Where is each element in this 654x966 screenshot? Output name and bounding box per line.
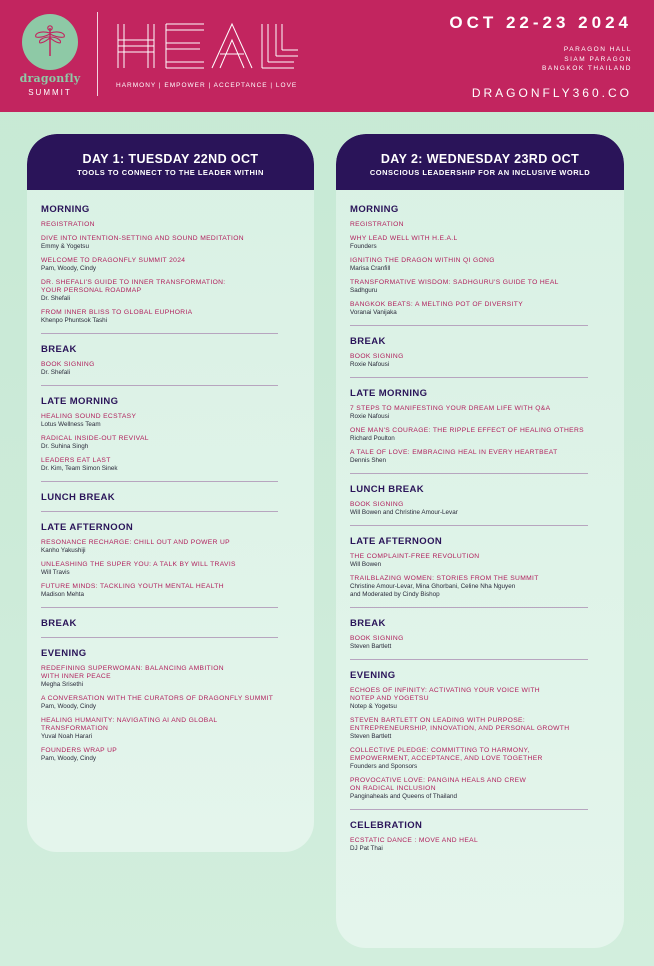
session-title: ECSTATIC DANCE : MOVE AND HEAL (350, 837, 479, 844)
session-speaker: Voranai Vanijaka (350, 309, 397, 316)
session-title: HEALING SOUND ECSTASY (41, 413, 137, 420)
dragonfly-logo (22, 14, 78, 70)
session-speaker: Steven Bartlett (350, 643, 392, 650)
session-item (350, 747, 610, 771)
session-item (41, 435, 300, 451)
session-title: IGNITING THE DRAGON WITHIN QI GONG (350, 257, 495, 264)
session-item (41, 361, 300, 377)
session-item (350, 837, 610, 853)
logo-summit-label: SUMMIT (28, 88, 72, 97)
session-item (41, 665, 300, 689)
session-item (350, 575, 610, 599)
section-divider (41, 481, 278, 482)
session-speaker: Khenpo Phuntsok Tashi (41, 317, 108, 324)
session-title: UNLEASHING THE SUPER YOU: A TALK BY WILL TRAVIS (41, 561, 236, 568)
session-speaker: Pam, Woody, Cindy (41, 265, 97, 272)
session-title: REGISTRATION (350, 221, 404, 228)
day1-title: DAY 1: TUESDAY 22ND OCT (82, 152, 259, 166)
session-item (41, 413, 300, 429)
section-heading: MORNING (350, 204, 399, 215)
session-title: DIVE INTO INTENTION-SETTING AND SOUND MEDITATION (41, 235, 244, 242)
website-link[interactable]: DRAGONFLY360.CO (471, 86, 632, 100)
session-speaker: Sadhguru (350, 287, 378, 294)
session-speaker: Madison Mehta (41, 591, 85, 598)
session-item (350, 553, 610, 569)
session-title: FROM INNER BLISS TO GLOBAL EUPHORIA (41, 309, 193, 316)
session-speaker: Dr. Shefali (41, 295, 71, 302)
session-speaker: Will Bowen and Christine Amour-Levar (350, 509, 458, 516)
section-heading: BREAK (350, 336, 386, 347)
session-speaker: Emmy & Yogetsu (41, 243, 89, 250)
session-title: WELCOME TO DRAGONFLY SUMMIT 2024 (41, 257, 186, 264)
session-title: FOUNDERS WRAP UP (41, 747, 118, 754)
event-venue (542, 45, 632, 74)
session-item (350, 449, 610, 465)
session-title: REGISTRATION (41, 221, 95, 228)
session-title: BOOK SIGNING (350, 635, 404, 642)
session-title: RADICAL INSIDE-OUT REVIVAL (41, 435, 149, 442)
session-speaker: Pam, Woody, Cindy (41, 755, 97, 762)
session-speaker: Dennis Shen (350, 457, 387, 464)
section-heading: EVENING (41, 648, 87, 659)
day2-sessions (336, 190, 624, 853)
session-speaker: Lotus Wellness Team (41, 421, 101, 428)
session-title: ECHOES OF INFINITY: ACTIVATING YOUR VOICE WITH (350, 687, 540, 694)
session-title: REDEFINING SUPERWOMAN: BALANCING AMBITION (41, 665, 224, 672)
event-header (0, 0, 654, 112)
section-heading: LATE MORNING (41, 396, 119, 407)
session-title: WHY LEAD WELL WITH H.E.A.L (350, 235, 458, 242)
session-title: HEALING HUMANITY: NAVIGATING AI AND GLOBAL (41, 717, 218, 724)
session-speaker: Steven Bartlett (350, 733, 392, 740)
session-speaker: Panginaheals and Queens of Thailand (350, 793, 458, 800)
session-speaker: Christine Amour-Levar, Mina Ghorbani, Celine Nha Nguyen (350, 583, 516, 590)
session-title: BOOK SIGNING (41, 361, 95, 368)
event-date: OCT 22-23 2024 (449, 13, 632, 32)
session-item (350, 717, 610, 741)
session-item (41, 221, 300, 229)
session-title: DR. SHEFALI'S GUIDE TO INNER TRANSFORMATION: (41, 279, 226, 286)
venue-line: SIAM PARAGON (564, 55, 632, 63)
session-item (41, 747, 300, 763)
session-title: A CONVERSATION WITH THE CURATORS OF DRAGONFLY SUMMIT (41, 695, 274, 702)
session-item (350, 221, 610, 229)
session-item (350, 501, 610, 517)
section-heading: LATE AFTERNOON (350, 536, 443, 547)
section-heading: LATE AFTERNOON (41, 522, 134, 533)
section-heading: CELEBRATION (350, 820, 423, 831)
day1-subtitle: TOOLS TO CONNECT TO THE LEADER WITHIN (77, 168, 264, 177)
session-title: COLLECTIVE PLEDGE: COMMITTING TO HARMONY, (350, 747, 530, 754)
session-item (41, 309, 300, 325)
session-speaker: Megha Srisethi (41, 681, 83, 688)
session-speaker: Will Bowen (350, 561, 382, 568)
dragonfly-icon (32, 22, 68, 62)
session-title-cont: YOUR PERSONAL ROADMAP (41, 287, 142, 294)
section-divider (350, 325, 588, 326)
section-divider (350, 473, 588, 474)
section-divider (41, 607, 278, 608)
session-title: PROVOCATIVE LOVE: PANGINA HEALS AND CREW (350, 777, 527, 784)
header-divider (97, 12, 98, 96)
session-title: BOOK SIGNING (350, 353, 404, 360)
day2-subtitle: CONSCIOUS LEADERSHIP FOR AN INCLUSIVE WORLD (369, 168, 591, 177)
day1-card-header (27, 134, 314, 190)
session-speaker: Dr. Kim, Team Simon Sinek (41, 465, 118, 472)
heal-wordmark (116, 22, 316, 72)
session-speaker: Will Travis (41, 569, 70, 576)
session-item (41, 457, 300, 473)
session-item (350, 405, 610, 421)
session-speaker: Marisa Cranfill (350, 265, 391, 272)
session-item (350, 687, 610, 711)
session-title: 7 STEPS TO MANIFESTING YOUR DREAM LIFE WITH Q&A (350, 405, 551, 412)
day2-card-header (336, 134, 624, 190)
session-title-cont: ENTREPRENEURSHIP, INNOVATION, AND PERSONAL GROWTH (350, 725, 570, 732)
session-speaker: Roxie Nafousi (350, 361, 390, 368)
session-item (41, 279, 300, 303)
section-divider (41, 511, 278, 512)
session-speaker: Notep & Yogetsu (350, 703, 397, 710)
session-speaker: Yuval Noah Harari (41, 733, 93, 740)
session-speaker: Dr. Suhina Singh (41, 443, 89, 450)
session-item (350, 235, 610, 251)
session-title-cont: EMPOWERMENT, ACCEPTANCE, AND LOVE TOGETHER (350, 755, 543, 762)
session-title-cont: WITH INNER PEACE (41, 673, 111, 680)
session-item (350, 279, 610, 295)
session-title: STEVEN BARTLETT ON LEADING WITH PURPOSE: (350, 717, 526, 724)
session-speaker: Richard Poulton (350, 435, 395, 442)
section-heading: MORNING (41, 204, 90, 215)
section-divider (350, 607, 588, 608)
section-heading: BREAK (41, 618, 77, 629)
session-speaker: Roxie Nafousi (350, 413, 390, 420)
section-heading: LUNCH BREAK (41, 492, 116, 503)
section-heading: LUNCH BREAK (350, 484, 425, 495)
session-title: LEADERS EAT LAST (41, 457, 111, 464)
session-title: TRANSFORMATIVE WISDOM: SADHGURU'S GUIDE TO HEAL (350, 279, 559, 286)
session-speaker: Kanho Yakushiji (41, 547, 86, 554)
session-title: THE COMPLAINT-FREE REVOLUTION (350, 553, 480, 560)
section-divider (41, 333, 278, 334)
session-item (350, 353, 610, 369)
session-item (41, 235, 300, 251)
session-title-cont: ON RADICAL INCLUSION (350, 785, 436, 792)
section-heading: EVENING (350, 670, 396, 681)
session-item (41, 717, 300, 741)
section-divider (350, 525, 588, 526)
session-item (350, 257, 610, 273)
day2-title: DAY 2: WEDNESDAY 23RD OCT (380, 152, 580, 166)
day1-sessions (27, 190, 314, 763)
session-item (41, 695, 300, 711)
session-speaker: DJ Pat Thai (350, 845, 383, 852)
session-item (350, 777, 610, 801)
session-title: ONE MAN'S COURAGE: THE RIPPLE EFFECT OF HEALING OTHERS (350, 427, 584, 434)
session-item (350, 301, 610, 317)
section-heading: BREAK (350, 618, 386, 629)
session-item (41, 583, 300, 599)
session-item (350, 635, 610, 651)
session-title-cont: NOTEP AND YOGETSU (350, 695, 429, 702)
section-heading: LATE MORNING (350, 388, 428, 399)
session-item (41, 561, 300, 577)
session-title: A TALE OF LOVE: EMBRACING HEAL IN EVERY HEARTBEAT (350, 449, 558, 456)
session-title-cont: TRANSFORMATION (41, 725, 109, 732)
session-speaker: Pam, Woody, Cindy (41, 703, 97, 710)
day2-schedule-card (336, 134, 624, 948)
section-divider (41, 385, 278, 386)
session-title: FUTURE MINDS: TACKLING YOUTH MENTAL HEALTH (41, 583, 224, 590)
session-title: BOOK SIGNING (350, 501, 404, 508)
section-divider (350, 377, 588, 378)
session-item (41, 539, 300, 555)
venue-line: PARAGON HALL (563, 46, 632, 53)
section-heading: BREAK (41, 344, 77, 355)
session-speaker: Dr. Shefali (41, 369, 71, 376)
logo-wordmark: dragonfly (19, 72, 81, 85)
session-speaker: Founders (350, 243, 377, 250)
session-title: BANGKOK BEATS: A MELTING POT OF DIVERSITY (350, 301, 524, 308)
day1-schedule-card (27, 134, 314, 852)
session-title: RESONANCE RECHARGE: CHILL OUT AND POWER UP (41, 539, 230, 546)
section-divider (41, 637, 278, 638)
heal-tagline: HARMONY | EMPOWER | ACCEPTANCE | LOVE (116, 82, 298, 89)
session-item (350, 427, 610, 443)
session-item (41, 257, 300, 273)
session-speaker: Founders and Sponsors (350, 763, 418, 770)
section-divider (350, 809, 588, 810)
venue-line: BANGKOK THAILAND (542, 65, 632, 72)
session-speaker-cont: and Moderated by Cindy Bishop (350, 591, 440, 598)
section-divider (350, 659, 588, 660)
session-title: TRAILBLAZING WOMEN: STORIES FROM THE SUMMIT (350, 575, 539, 582)
